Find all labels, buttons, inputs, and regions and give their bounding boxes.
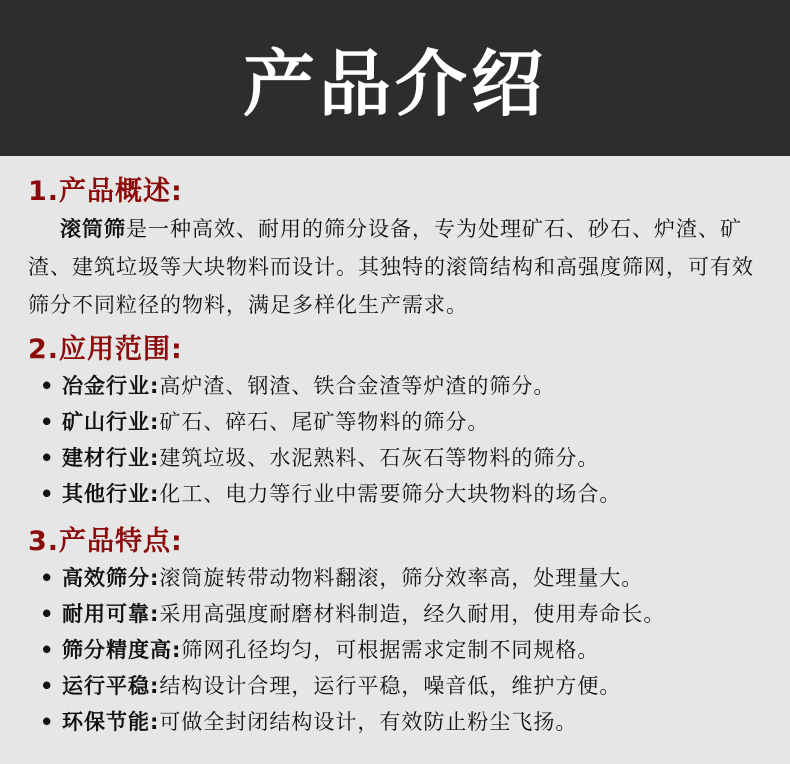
item-text: 矿石、碎石、尾矿等物料的筛分。 (159, 410, 490, 434)
item-label: 耐用可靠: (62, 602, 160, 626)
list-item (28, 440, 762, 476)
item-label: 筛分精度高: (62, 638, 182, 662)
bullet-icon: • (40, 674, 55, 698)
item-label: 运行平稳: (62, 674, 160, 698)
list-item (28, 476, 762, 512)
item-label: 冶金行业: (62, 374, 160, 398)
page-title: 产品介绍 (242, 41, 547, 126)
bullet-icon: • (40, 374, 55, 398)
item-text: 建筑垃圾、水泥熟料、石灰石等物料的筛分。 (159, 446, 600, 470)
item-text: 筛网孔径均匀，可根据需求定制不同规格。 (181, 638, 600, 662)
item-label: 矿山行业: (62, 410, 160, 434)
bullet-icon: • (40, 482, 55, 506)
bullet-icon: • (40, 710, 55, 734)
header-banner (0, 0, 790, 156)
item-text: 可做全封闭结构设计，有效防止粉尘飞扬。 (159, 710, 578, 734)
item-text: 采用高强度耐磨材料制造，经久耐用，使用寿命长。 (159, 602, 666, 626)
list-item (28, 704, 762, 740)
features-list (28, 560, 762, 740)
item-label: 高效筛分: (62, 566, 160, 590)
bullet-icon: • (40, 566, 55, 590)
list-item (28, 368, 762, 404)
item-text: 结构设计合理，运行平稳，噪音低，维护方便。 (159, 674, 622, 698)
item-text: 化工、电力等行业中需要筛分大块物料的场合。 (159, 482, 622, 506)
bullet-icon: • (40, 638, 55, 662)
item-text: 高炉渣、钢渣、铁合金渣等炉渣的筛分。 (159, 374, 556, 398)
overview-lead: 滚筒筛 (60, 217, 126, 241)
list-item (28, 668, 762, 704)
section-title-features: 3.产品特点: (28, 526, 183, 557)
overview-text: 是一种高效、耐用的筛分设备，专为处理矿石、砂石、炉渣、矿渣、建筑垃圾等大块物料而设计。其独特的滚筒结构和高强度筛网，可有效筛分不同粒径的物料，满足多样化生产需求。 (28, 217, 754, 317)
list-item (28, 560, 762, 596)
bullet-icon: • (40, 410, 55, 434)
bullet-icon: • (40, 446, 55, 470)
list-item (28, 404, 762, 440)
item-label: 建材行业: (62, 446, 160, 470)
item-label: 其他行业: (62, 482, 160, 506)
list-item (28, 632, 762, 668)
overview-paragraph (28, 210, 762, 324)
bullet-icon: • (40, 602, 55, 626)
applications-list (28, 368, 762, 512)
section-title-overview: 1.产品概述: (28, 176, 183, 207)
item-label: 环保节能: (62, 710, 160, 734)
content-area (0, 156, 790, 740)
section-title-applications: 2.应用范围: (28, 334, 183, 365)
item-text: 滚筒旋转带动物料翻滚，筛分效率高，处理量大。 (159, 566, 644, 590)
list-item (28, 596, 762, 632)
